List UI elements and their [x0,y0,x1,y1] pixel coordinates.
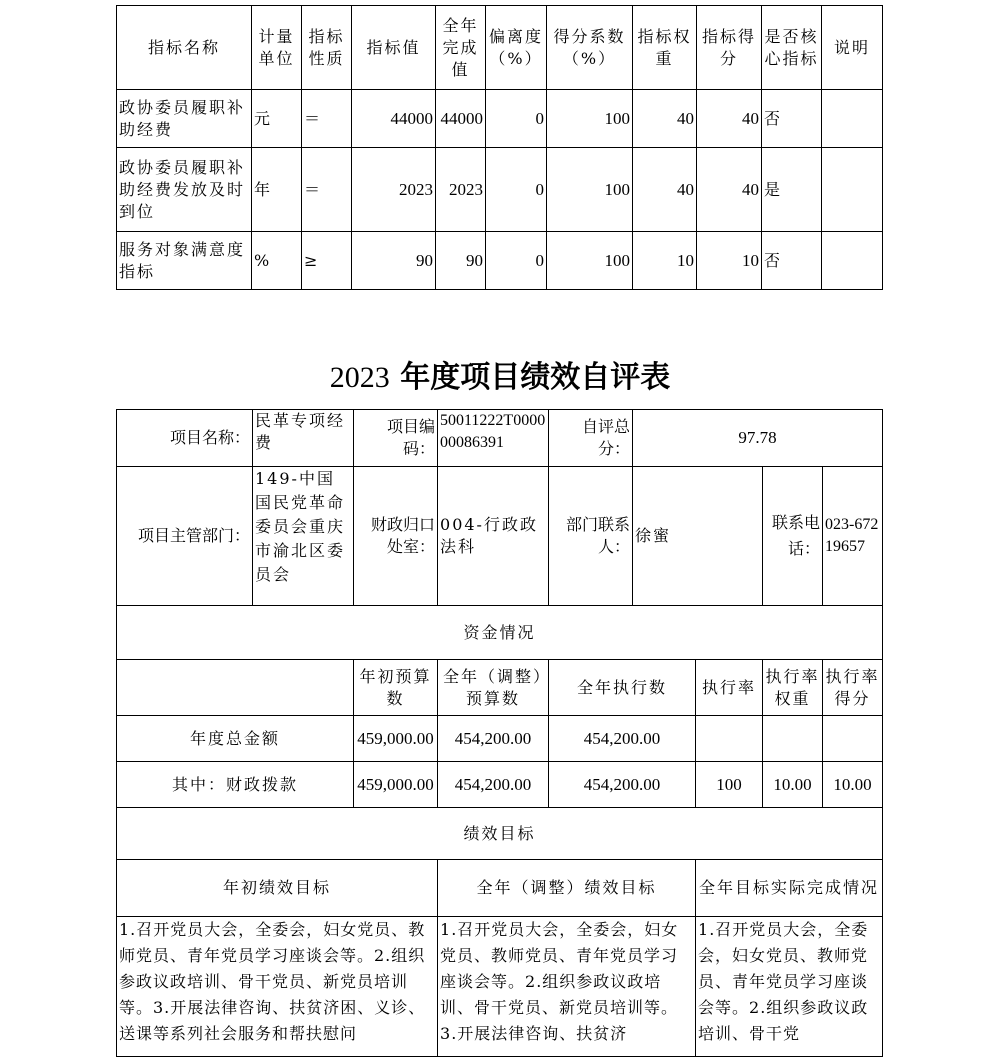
table-row [117,148,883,232]
project-dept-row [117,467,883,606]
funds-row-label: 年度总金额 [117,716,354,762]
title-text: 年度项目绩效自评表 [400,360,671,395]
goals-header-row [117,860,883,917]
indicator-deviation: 0 [486,148,547,232]
funds-rate: 100 [696,762,763,808]
indicator-core: 是 [762,148,822,232]
indicator-table [116,5,883,290]
funds-executed: 454,200.00 [549,716,696,762]
finance-office-value: 004-行政政法科 [438,467,549,606]
indicator-actual: 2023 [436,148,486,232]
indicator-coef: 100 [547,148,633,232]
self-score-label: 自评总分： [549,410,633,467]
indicator-unit: 年 [252,148,302,232]
col-header: 执行率 [696,660,763,716]
indicator-actual: 44000 [436,90,486,148]
col-header: 年初预算数 [354,660,438,716]
project-code: 50011222T000000086391 [438,410,549,467]
indicator-name: 政协委员履职补助经费发放及时到位 [117,148,252,232]
indicator-score: 10 [697,232,762,290]
indicator-unit: % [252,232,302,290]
indicator-value: 44000 [352,90,436,148]
funds-executed: 454,200.00 [549,762,696,808]
dept-label: 项目主管部门： [117,467,253,606]
goals-section-title: 绩效目标 [117,808,883,860]
funds-rate-weight: 10.00 [763,762,823,808]
indicator-value: 90 [352,232,436,290]
indicator-deviation: 0 [486,90,547,148]
indicator-score: 40 [697,148,762,232]
project-code-label: 项目编码： [354,410,438,467]
col-header: 指标得分 [697,6,762,90]
title-year: 2023 [329,361,390,394]
project-name: 民革专项经费 [253,410,354,467]
col-header: 执行率得分 [823,660,883,716]
indicator-weight: 10 [633,232,697,290]
funds-header-row [117,660,883,716]
funds-section-title: 资金情况 [117,606,883,660]
col-header: 全年（调整）预算数 [438,660,549,716]
col-header: 是否核心指标 [762,6,822,90]
project-name-label: 项目名称： [117,410,253,467]
funds-rate-score: 10.00 [823,762,883,808]
indicator-note [822,90,883,148]
funds-adjusted: 454,200.00 [438,762,549,808]
goals-content-row [117,917,883,1057]
col-header: 执行率权重 [763,660,823,716]
indicator-weight: 40 [633,90,697,148]
indicator-score: 40 [697,90,762,148]
col-header: 全年（调整）绩效目标 [438,860,696,917]
phone-value: 023-67219657 [823,467,883,606]
col-header: 得分系数（%） [547,6,633,90]
indicator-header-row [117,6,883,90]
indicator-actual: 90 [436,232,486,290]
col-header: 说明 [822,6,883,90]
indicator-coef: 100 [547,232,633,290]
col-header: 年初绩效目标 [117,860,438,917]
funds-rate-weight [763,716,823,762]
col-header: 指标值 [352,6,436,90]
table-row [117,90,883,148]
indicator-note [822,148,883,232]
col-header: 指标性质 [302,6,352,90]
col-header: 全年执行数 [549,660,696,716]
self-score: 97.78 [633,410,883,467]
dept-value: 149-中国国民党革命委员会重庆市渝北区委员会 [253,467,354,606]
funds-row-label: 其中：财政拨款 [117,762,354,808]
goal-initial: 1.召开党员大会，全委会，妇女党员、教师党员、青年党员学习座谈会等。2.组织参政议政培训、骨干党员、新党员培训等。3.开展法律咨询、扶贫济困、义诊、送课等系列社会服务和帮扶慰问 [117,917,438,1057]
col-header: 计量单位 [252,6,302,90]
goal-actual: 1.召开党员大会，全委会，妇女党员、教师党员、青年党员学习座谈会等。2.组织参政议政培训、骨干党 [696,917,883,1057]
funds-header-blank [117,660,354,716]
indicator-core: 否 [762,232,822,290]
funds-rate-score [823,716,883,762]
funds-budget: 459,000.00 [354,762,438,808]
phone-label: 联系电话： [763,467,823,606]
funds-section-row [117,606,883,660]
indicator-core: 否 [762,90,822,148]
indicator-coef: 100 [547,90,633,148]
col-header: 指标名称 [117,6,252,90]
col-header: 全年完成值 [436,6,486,90]
indicator-deviation: 0 [486,232,547,290]
indicator-unit: 元 [252,90,302,148]
finance-office-label: 财政归口处室： [354,467,438,606]
indicator-name: 政协委员履职补助经费 [117,90,252,148]
contact-label: 部门联系人： [549,467,633,606]
col-header: 指标权重 [633,6,697,90]
funds-adjusted: 454,200.00 [438,716,549,762]
col-header: 偏离度（%） [486,6,547,90]
funds-budget: 459,000.00 [354,716,438,762]
table-row [117,716,883,762]
indicator-name: 服务对象满意度指标 [117,232,252,290]
indicator-nature: ＝ [302,90,352,148]
table-row [117,232,883,290]
indicator-nature: ≥ [302,232,352,290]
goal-adjusted: 1.召开党员大会，全委会，妇女党员、教师党员、青年党员学习座谈会等。2.组织参政议政培训、骨干党员、新党员培训等。3.开展法律咨询、扶贫济 [438,917,696,1057]
evaluation-table [116,409,883,1057]
indicator-nature: ＝ [302,148,352,232]
project-info-row [117,410,883,467]
indicator-weight: 40 [633,148,697,232]
indicator-value: 2023 [352,148,436,232]
page-title [0,352,1000,396]
table-row [117,762,883,808]
contact-value: 徐蜜 [633,467,763,606]
col-header: 全年目标实际完成情况 [696,860,883,917]
funds-rate [696,716,763,762]
indicator-note [822,232,883,290]
goals-section-row [117,808,883,860]
